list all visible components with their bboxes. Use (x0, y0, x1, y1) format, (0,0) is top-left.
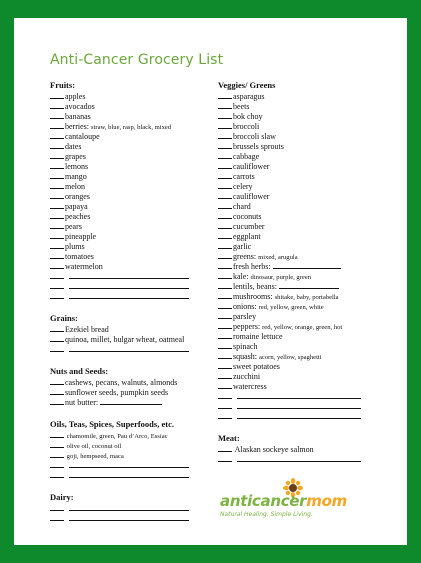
list-item[interactable]: sweet potatoes (218, 361, 370, 371)
list-item[interactable]: greens: mixed, arugula (218, 251, 370, 261)
list-item[interactable]: garlic (218, 241, 370, 251)
list-item[interactable]: carrots (218, 171, 370, 181)
fruits-heading: Fruits: (50, 80, 76, 90)
list-item[interactable]: dates (50, 141, 200, 151)
list-item[interactable]: cauliflower (218, 191, 370, 201)
list-item[interactable]: pineapple (50, 231, 200, 241)
list-item[interactable]: parsley (218, 311, 370, 321)
list-item[interactable]: pears (50, 221, 200, 231)
blank-line[interactable] (50, 281, 200, 291)
list-item[interactable]: cashews, pecans, walnuts, almonds (50, 377, 200, 387)
blank-line[interactable] (218, 401, 370, 411)
list-item[interactable]: Alaskan sockeye salmon (218, 444, 370, 454)
list-item[interactable]: asparagus (218, 91, 370, 101)
list-item[interactable]: cantaloupe (50, 131, 200, 141)
blank-line[interactable] (50, 513, 200, 523)
blank-line[interactable] (218, 454, 370, 464)
list-item[interactable]: chamomile, green, Pau d’Arco, Essiac (50, 430, 200, 440)
list-item[interactable]: eggplant (218, 231, 370, 241)
list-item[interactable]: cucumber (218, 221, 370, 231)
list-item[interactable]: nut butter: (50, 397, 200, 407)
blank-line[interactable] (50, 291, 200, 301)
list-item[interactable]: goji, hempseed, maca (50, 450, 200, 460)
list-item[interactable]: coconuts (218, 211, 370, 221)
list-item[interactable]: bananas (50, 111, 200, 121)
list-item[interactable]: spinach (218, 341, 370, 351)
list-item[interactable]: grapes (50, 151, 200, 161)
list-item[interactable]: fresh herbs: (218, 261, 370, 271)
logo-tagline: Natural Healing. Simple Living. (220, 511, 313, 518)
list-item[interactable]: melon (50, 181, 200, 191)
list-item[interactable]: cauliflower (218, 161, 370, 171)
veggies-heading: Veggies/ Greens (218, 80, 276, 90)
anticancer-mom-logo (220, 478, 370, 526)
list-item[interactable]: watermelon (50, 261, 200, 271)
list-item[interactable]: papaya (50, 201, 200, 211)
dairy-heading: Dairy: (50, 492, 74, 502)
blank-line[interactable] (218, 391, 370, 401)
list-item[interactable]: cabbage (218, 151, 370, 161)
list-item[interactable]: broccoli (218, 121, 370, 131)
list-item[interactable]: zucchini (218, 371, 370, 381)
list-item[interactable]: avocados (50, 101, 200, 111)
list-item[interactable]: onions: red, yellow, green, white (218, 301, 370, 311)
list-item[interactable]: celery (218, 181, 370, 191)
list-item[interactable]: Ezekiel bread (50, 324, 200, 334)
blank-line[interactable] (50, 271, 200, 281)
list-item[interactable]: squash: acorn, yellow, spaghetti (218, 351, 370, 361)
blank-line[interactable] (50, 460, 200, 470)
list-item[interactable]: peaches (50, 211, 200, 221)
page-title: Anti-Cancer Grocery List (50, 52, 224, 68)
list-item[interactable]: mushrooms: shitake, baby, portabella (218, 291, 370, 301)
oils-heading: Oils, Teas, Spices, Superfoods, etc. (50, 419, 174, 429)
list-item[interactable]: oranges (50, 191, 200, 201)
list-item[interactable]: sunflower seeds, pumpkin seeds (50, 387, 200, 397)
blank-line[interactable] (50, 503, 200, 513)
nuts-heading: Nuts and Seeds: (50, 366, 109, 376)
grains-heading: Grains: (50, 313, 78, 323)
list-item[interactable]: watercress (218, 381, 370, 391)
list-item[interactable]: kale: dinosaur, purple, green (218, 271, 370, 281)
list-item[interactable]: plums (50, 241, 200, 251)
list-item[interactable]: chard (218, 201, 370, 211)
list-item[interactable]: beets (218, 101, 370, 111)
list-item[interactable]: peppers: red, yellow, orange, green, hot (218, 321, 370, 331)
right-column (218, 80, 370, 464)
blank-line[interactable] (50, 470, 200, 480)
list-item[interactable]: quinoa, millet, bulgar wheat, oatmeal (50, 334, 200, 344)
list-item[interactable]: brussels sprouts (218, 141, 370, 151)
list-item[interactable]: olive oil, coconut oil (50, 440, 200, 450)
list-item[interactable]: apples (50, 91, 200, 101)
blank-line[interactable] (218, 411, 370, 421)
blank-line[interactable] (50, 344, 200, 354)
list-item[interactable]: broccoli slaw (218, 131, 370, 141)
grocery-list-page (14, 18, 407, 545)
list-item[interactable]: berries: straw, blue, rasp, black, mixed (50, 121, 200, 131)
list-item[interactable]: romaine lettuce (218, 331, 370, 341)
meat-heading: Meat: (218, 433, 240, 443)
list-item[interactable]: lemons (50, 161, 200, 171)
list-item[interactable]: lentils, beans: (218, 281, 370, 291)
logo-wordmark: anticancermom (220, 492, 347, 510)
left-column (50, 80, 200, 523)
list-item[interactable]: bok choy (218, 111, 370, 121)
list-item[interactable]: tomatoes (50, 251, 200, 261)
list-item[interactable]: mango (50, 171, 200, 181)
